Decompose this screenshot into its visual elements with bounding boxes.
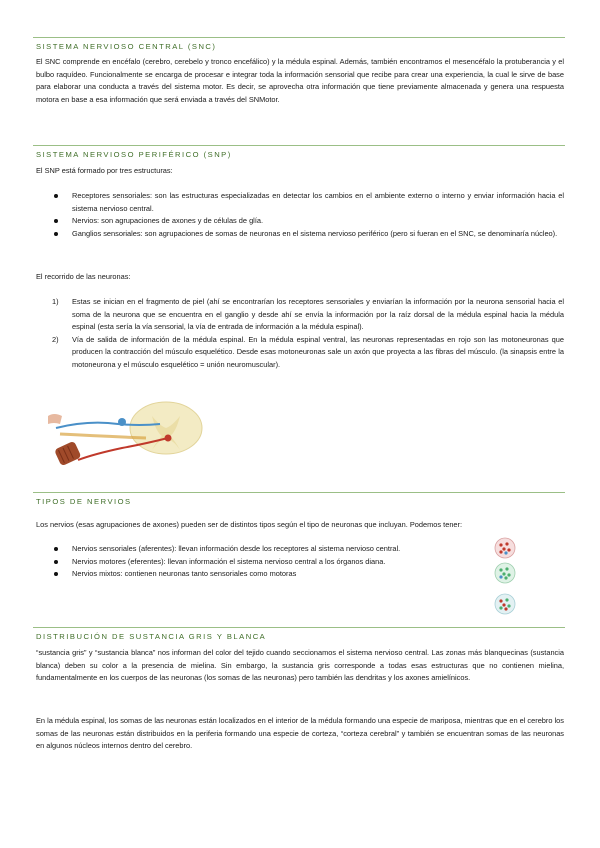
- nerve-mixed-icon: [494, 537, 516, 559]
- snp-bullet-list: [36, 190, 564, 240]
- list-item: Nervios motores (eferentes): llevan información el sistema nervioso central a los órganos diana.: [36, 556, 476, 569]
- list-item: Nervios sensoriales (aferentes): llevan información desde los receptores al sistema nervioso central.: [36, 543, 476, 556]
- recorrido-label: El recorrido de las neuronas:: [36, 272, 131, 281]
- nervios-bullet-list: [36, 543, 476, 581]
- list-item: Nervios mixtos: contienen neuronas tanto sensoriales como motoras: [36, 568, 476, 581]
- snp-intro: El SNP está formado por tres estructuras:: [36, 166, 173, 175]
- list-item: Receptores sensoriales: son las estructuras especializadas en detectar los cambios en el ambiente externo o interno y enviar información hacia el sistema nervioso central.: [36, 190, 564, 215]
- snc-paragraph: El SNC comprende en encéfalo (cerebro, cerebelo y tronco encefálico) y la médula espinal. Además, también encontramos el mesencéfalo la protuberancia y el bulbo raquídeo. Funcionalmente se encarga de procesar e integrar toda la información sensorial que recibe para crear una experiencia, la cual le sirve de base para elaborar una conducta a través del sistema motor. Es decir, se aprovecha otra información que tiene previamente almacenada y genera una respuesta motora en base a esa información que será enviada a través del SNMotor.: [36, 57, 564, 104]
- recorrido-steps: [36, 296, 564, 372]
- section-rule: [33, 37, 565, 38]
- nerve-mixed-icon: [494, 593, 516, 615]
- nervios-intro: Los nervios (esas agrupaciones de axones) pueden ser de distintos tipos según el tipo de neuronas que incluyan. Podemos tener:: [36, 520, 463, 529]
- section-rule: [33, 627, 565, 628]
- section-heading-sustancia: DISTRIBUCIÓN DE SUSTANCIA GRIS Y BLANCA: [36, 632, 267, 641]
- sustancia-paragraph-2: En la médula espinal, los somas de las neuronas están localizados en el interior de la médula formando una especie de mariposa, mientras que en el cerebro los somas de las neuronas están distribuidos en la periferia formando una especie de corteza, “corteza cerebral” y también se encuentran somas de las neuronas en algunos núcleos internos dentro del cerebro.: [36, 716, 564, 751]
- section-heading-snc: SISTEMA NERVIOSO CENTRAL (SNC): [36, 42, 217, 51]
- section-rule: [33, 492, 565, 493]
- section-rule: [33, 145, 565, 146]
- spinal-cord-illustration: [48, 398, 228, 480]
- section-heading-nervios: TIPOS DE NERVIOS: [36, 497, 132, 506]
- nerve-sensory-icon: [494, 562, 516, 584]
- section-heading-snp: SISTEMA NERVIOSO PERIFÉRICO (SNP): [36, 150, 232, 159]
- list-item: Nervios: son agrupaciones de axones y de células de glía.: [36, 215, 564, 228]
- list-item: Ganglios sensoriales: son agrupaciones de somas de neuronas en el sistema nervioso periférico (pero si fueran en el SNC, se denominaría núcleo).: [36, 228, 564, 241]
- sustancia-paragraph-1: “sustancia gris” y “sustancia blanca” nos informan del color del tejido cuando seccionamos el sistema nervioso central. Las zonas más blanquecinas (sustancia blanca) deben su color a la presencia de mielina. Sin embargo, la sustancia gris corresponde a todas esas estructuras que no contienen mielina, fundamentalmente en los cuerpos de las neuronas (los somas de las neuronas) pero también las dendritas y los axones amielínicos.: [36, 648, 564, 683]
- list-item: 2) Vía de salida de información de la médula espinal. En la médula espinal ventral, las neuronas representadas en rojo son las motoneuronas que producen la contracción del músculo esquelético. Desde esas motoneuronas sale un axón que proyecta a las fibras del músculo. (la sinapsis entre la motoneurona y el músculo esquelético = unión neuromuscular).: [52, 334, 564, 369]
- list-item: 1) Estas se inician en el fragmento de piel (ahí se encontrarían los receptores sensoriales y enviarían la información por la neurona sensorial hacia el soma de la neurona que se encuentra en el ganglio y desde ahí se envía la información por la raíz dorsal de la médula espinal hacia la médula espinal (esta sería la vía sensorial, la vía de entrada de información a la médula espinal).: [52, 297, 564, 332]
